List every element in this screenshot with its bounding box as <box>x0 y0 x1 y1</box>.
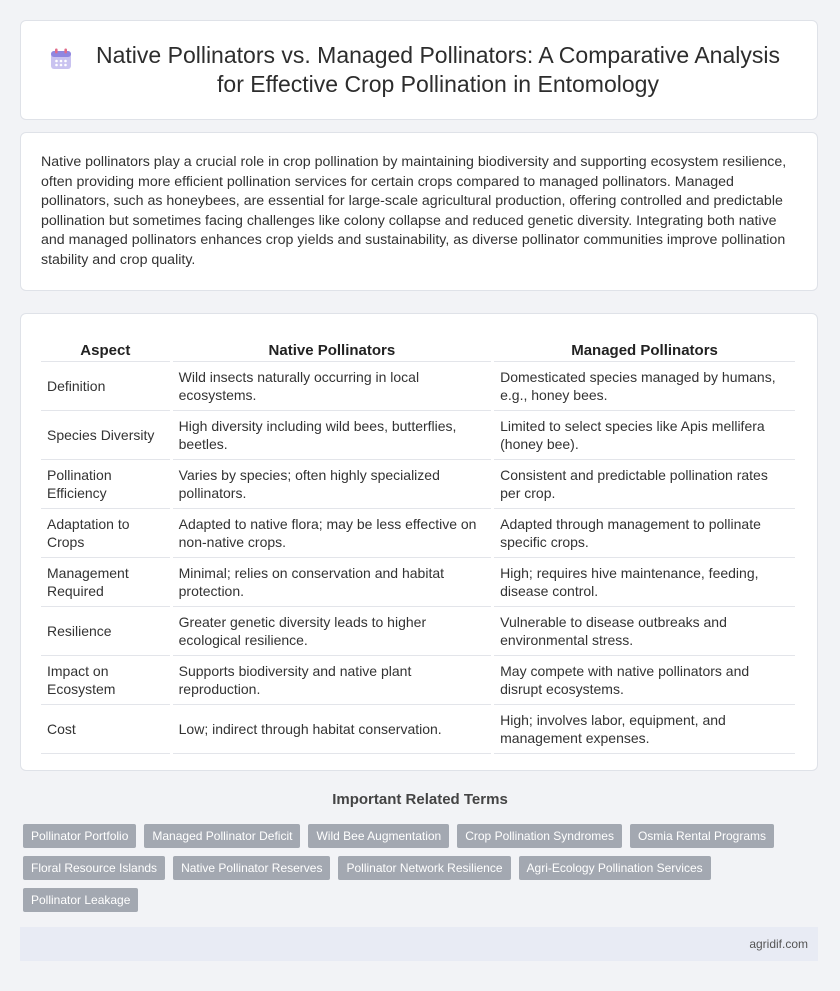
native-cell: Minimal; relies on conservation and habitat protection. <box>173 558 491 607</box>
managed-cell: Consistent and predictable pollination rates per crop. <box>494 460 795 509</box>
table-row <box>41 411 795 460</box>
calendar-icon <box>49 47 73 71</box>
comparison-table <box>38 331 798 754</box>
related-terms-list <box>23 824 813 920</box>
table-row <box>41 460 795 509</box>
related-term-tag[interactable]: Managed Pollinator Deficit <box>144 824 300 848</box>
table-row <box>41 362 795 411</box>
managed-cell: Adapted through management to pollinate specific crops. <box>494 509 795 558</box>
related-term-tag[interactable]: Osmia Rental Programs <box>630 824 774 848</box>
table-row <box>41 705 795 754</box>
table-row <box>41 509 795 558</box>
native-cell: Adapted to native flora; may be less effective on non-native crops. <box>173 509 491 558</box>
table-row <box>41 558 795 607</box>
intro-paragraph: Native pollinators play a crucial role in crop pollination by maintaining biodiversity and supporting ecosystem resilience, often providing more efficient pollination services for certain crops compared to managed pollinators. Managed pollinators, such as honeybees, are essential for large-scale agricultural production, offering controlled and predictable pollination but sometimes facing challenges like colony collapse and reduced genetic diversity. Integrating both native and managed pollinators enhances crop yields and sustainability, as diverse pollinator communities improve pollination stability and crop quality. <box>41 154 787 268</box>
related-term-tag[interactable]: Floral Resource Islands <box>23 856 165 880</box>
related-term-tag[interactable]: Wild Bee Augmentation <box>308 824 449 848</box>
native-cell: High diversity including wild bees, butterflies, beetles. <box>173 411 491 460</box>
managed-cell: Limited to select species like Apis mellifera (honey bee). <box>494 411 795 460</box>
header-card <box>20 20 818 120</box>
table-header-row <box>41 331 795 362</box>
aspect-cell: Cost <box>41 705 170 754</box>
aspect-cell: Adaptation to Crops <box>41 509 170 558</box>
managed-cell: Vulnerable to disease outbreaks and environmental stress. <box>494 607 795 656</box>
header-native-pollinators: Native Pollinators <box>173 331 491 362</box>
native-cell: Varies by species; often highly specialized pollinators. <box>173 460 491 509</box>
managed-cell: High; involves labor, equipment, and management expenses. <box>494 705 795 754</box>
related-terms-title: Important Related Terms <box>332 791 508 808</box>
header-managed-pollinators: Managed Pollinators <box>494 331 795 362</box>
related-term-tag[interactable]: Pollinator Network Resilience <box>338 856 510 880</box>
aspect-cell: Management Required <box>41 558 170 607</box>
managed-cell: High; requires hive maintenance, feeding, disease control. <box>494 558 795 607</box>
page-title: Native Pollinators vs. Managed Pollinators: A Comparative Analysis for Effective Crop Pollination in Entomology <box>96 42 780 97</box>
aspect-cell: Pollination Efficiency <box>41 460 170 509</box>
related-term-tag[interactable]: Pollinator Leakage <box>23 888 138 912</box>
managed-cell: May compete with native pollinators and disrupt ecosystems. <box>494 656 795 705</box>
intro-card <box>20 132 818 291</box>
native-cell: Greater genetic diversity leads to higher ecological resilience. <box>173 607 491 656</box>
related-term-tag[interactable]: Native Pollinator Reserves <box>173 856 330 880</box>
comparison-table-card <box>20 313 818 771</box>
table-row <box>41 607 795 656</box>
managed-cell: Domesticated species managed by humans, e.g., honey bees. <box>494 362 795 411</box>
header-inner <box>49 41 789 99</box>
aspect-cell: Impact on Ecosystem <box>41 656 170 705</box>
native-cell: Wild insects naturally occurring in local ecosystems. <box>173 362 491 411</box>
related-term-tag[interactable]: Agri-Ecology Pollination Services <box>519 856 711 880</box>
related-term-tag[interactable]: Pollinator Portfolio <box>23 824 136 848</box>
related-term-tag[interactable]: Crop Pollination Syndromes <box>457 824 622 848</box>
aspect-cell: Resilience <box>41 607 170 656</box>
footer <box>20 927 818 961</box>
header-aspect: Aspect <box>41 331 170 362</box>
aspect-cell: Definition <box>41 362 170 411</box>
native-cell: Supports biodiversity and native plant reproduction. <box>173 656 491 705</box>
aspect-cell: Species Diversity <box>41 411 170 460</box>
native-cell: Low; indirect through habitat conservation. <box>173 705 491 754</box>
table-row <box>41 656 795 705</box>
footer-site-link[interactable]: agridif.com <box>749 937 808 951</box>
